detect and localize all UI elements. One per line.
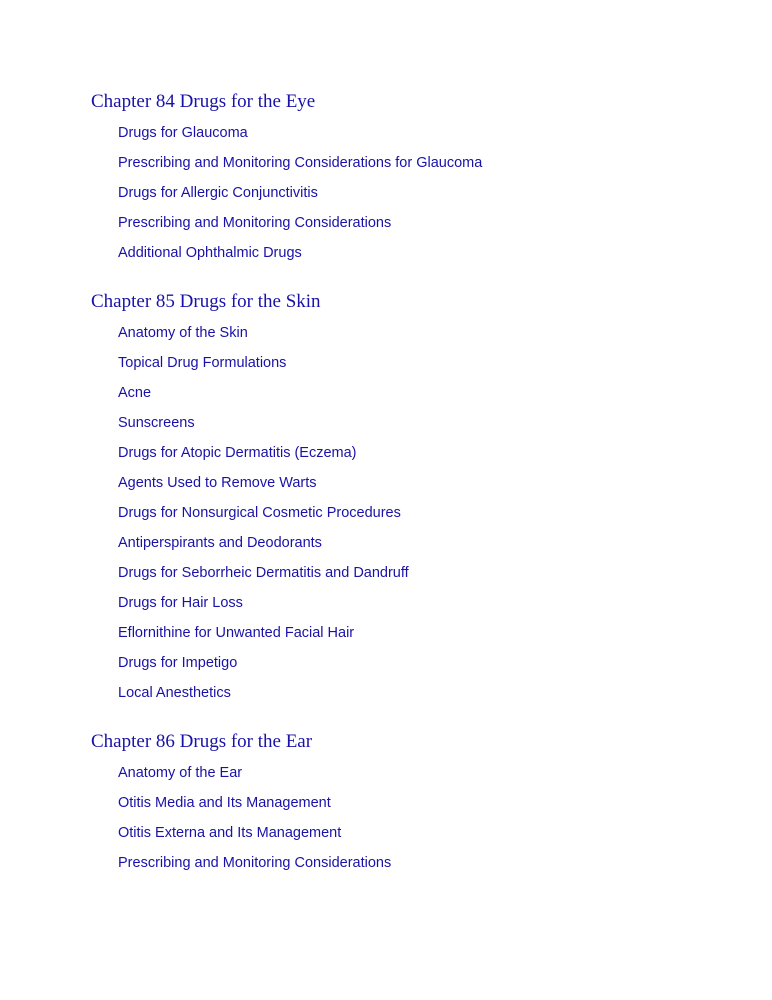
toc-entry-link[interactable]: Prescribing and Monitoring Considerations	[118, 855, 392, 871]
toc-entry-link[interactable]: Drugs for Seborrheic Dermatitis and Dandruff	[118, 565, 409, 581]
table-of-contents	[91, 90, 731, 900]
chapter-84-entries	[91, 118, 731, 268]
toc-entry-link[interactable]: Topical Drug Formulations	[118, 355, 287, 371]
chapter-85-entries	[91, 318, 731, 708]
toc-entry-link[interactable]: Anatomy of the Skin	[118, 325, 248, 341]
toc-entry-link[interactable]: Local Anesthetics	[118, 685, 231, 701]
toc-entry-link[interactable]: Otitis Externa and Its Management	[118, 825, 342, 841]
toc-entry-link[interactable]: Drugs for Glaucoma	[118, 125, 248, 141]
chapter-84	[91, 90, 731, 268]
toc-entry-link[interactable]: Additional Ophthalmic Drugs	[118, 245, 302, 261]
toc-entry-link[interactable]: Eflornithine for Unwanted Facial Hair	[118, 625, 355, 641]
chapter-86	[91, 730, 731, 878]
toc-entry-link[interactable]: Drugs for Atopic Dermatitis (Eczema)	[118, 445, 357, 461]
toc-entry-link[interactable]: Drugs for Impetigo	[118, 655, 238, 671]
chapter-86-entries	[91, 758, 731, 878]
toc-entry-link[interactable]: Sunscreens	[118, 415, 195, 431]
chapter-84-title-link[interactable]: Chapter 84 Drugs for the Eye	[91, 91, 316, 112]
toc-entry-link[interactable]: Agents Used to Remove Warts	[118, 475, 317, 491]
chapter-85	[91, 290, 731, 708]
chapter-85-title-link[interactable]: Chapter 85 Drugs for the Skin	[91, 291, 321, 312]
toc-entry-link[interactable]: Drugs for Allergic Conjunctivitis	[118, 185, 318, 201]
toc-entry-link[interactable]: Drugs for Nonsurgical Cosmetic Procedures	[118, 505, 401, 521]
toc-entry-link[interactable]: Drugs for Hair Loss	[118, 595, 243, 611]
toc-entry-link[interactable]: Prescribing and Monitoring Considerations for Glaucoma	[118, 155, 483, 171]
chapter-86-title-link[interactable]: Chapter 86 Drugs for the Ear	[91, 731, 313, 752]
toc-entry-link[interactable]: Otitis Media and Its Management	[118, 795, 331, 811]
toc-entry-link[interactable]: Acne	[118, 385, 152, 401]
toc-entry-link[interactable]: Anatomy of the Ear	[118, 765, 243, 781]
toc-entry-link[interactable]: Antiperspirants and Deodorants	[118, 535, 322, 551]
toc-entry-link[interactable]: Prescribing and Monitoring Considerations	[118, 215, 392, 231]
